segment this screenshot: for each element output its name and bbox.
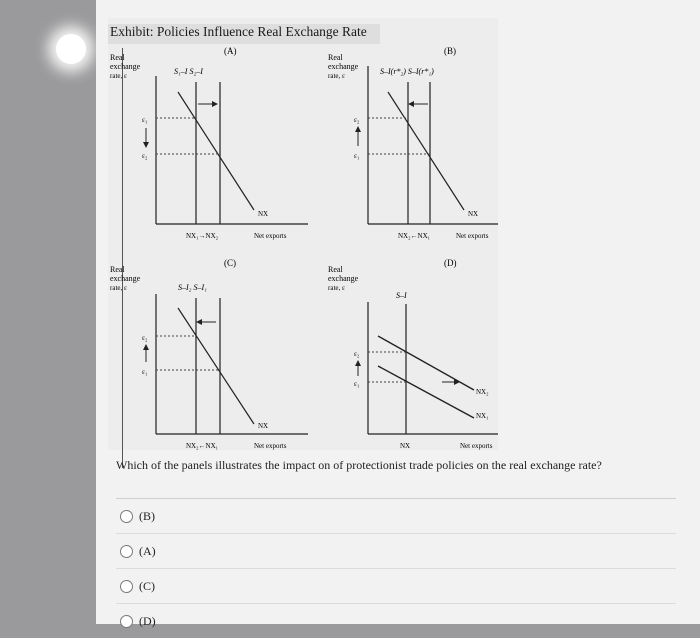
nx-curve-b [388, 92, 464, 210]
y-axis-label-b: exchange [328, 62, 359, 71]
nx-label-a: NX [258, 210, 269, 218]
shift-arrow-c [196, 319, 202, 325]
panel-b-graph [326, 46, 506, 246]
e-bottom-c: ε₁ [142, 368, 148, 376]
y-axis-label-c: rate, ε [110, 284, 127, 292]
e-top-b: ε₂ [354, 116, 360, 124]
supply-label-d: S–I [396, 291, 407, 300]
option-label: (C) [139, 578, 155, 593]
radio-button[interactable] [120, 510, 133, 523]
panel-c-label: (C) [224, 258, 236, 268]
e-top-d: ε₂ [354, 350, 360, 358]
e-bottom-d: ε₁ [354, 380, 360, 388]
x-change-a: NX₁→NX₂ [186, 232, 219, 240]
x-axis-label-a: Net exports [254, 232, 287, 240]
y-axis-label-d: exchange [328, 274, 359, 283]
panel-d-graph [326, 258, 506, 454]
option-label: (B) [139, 508, 155, 523]
radio-button[interactable] [120, 580, 133, 593]
option-label: (D) [139, 613, 156, 628]
y-axis-label-a: Real [110, 53, 125, 62]
x-nx-d: NX [400, 442, 411, 450]
exhibit-figure [108, 18, 498, 450]
question-page [96, 0, 700, 628]
panel-c [108, 258, 318, 459]
panel-d [326, 258, 506, 459]
x-change-c: NX₂←NX₁ [186, 442, 219, 450]
panel-c-graph [108, 258, 318, 454]
y-axis-label-b: rate, ε [328, 72, 345, 80]
x-change-b: NX₂←NX₁ [398, 232, 431, 240]
e-top-c: ε₂ [142, 334, 148, 342]
e-arrow-c [143, 344, 149, 350]
panel-b [326, 46, 506, 251]
question-text: Which of the panels illustrates the impact on of protectionist trade policies on the real exchange rate? [116, 458, 602, 472]
shift-arrow-a [212, 101, 218, 107]
panel-a [108, 46, 318, 251]
y-axis-label-c: exchange [110, 274, 141, 283]
supply-labels-c: S–I₂ S–I₁ [178, 283, 207, 292]
supply-labels-a: S₁–I S₂–I [174, 67, 203, 76]
exhibit-title: Exhibit: Policies Influence Real Exchange Rate [108, 24, 380, 44]
y-axis-label-a: exchange [110, 62, 141, 71]
nx-curve-bottom-label-d: NX₁ [476, 412, 489, 420]
x-axis-label-d: Net exports [460, 442, 493, 450]
e-arrow-d [355, 360, 361, 366]
answer-options [116, 498, 676, 638]
nx-label-c: NX [258, 422, 269, 430]
camera-glare [56, 34, 86, 64]
supply-labels-b: S–I(r*₂) S–I(r*₁) [380, 67, 434, 76]
panel-d-label: (D) [444, 258, 457, 268]
radio-button[interactable] [120, 545, 133, 558]
shift-arrow-b [408, 101, 414, 107]
x-axis-label-b: Net exports [456, 232, 489, 240]
option-label: (A) [139, 543, 156, 558]
e-bottom-b: ε₁ [354, 152, 360, 160]
y-axis-label-b: Real [328, 53, 343, 62]
nx-curve-1-d [378, 366, 474, 418]
y-axis-label-a: rate, ε [110, 72, 127, 80]
y-axis-label-c: Real [110, 265, 125, 274]
e-arrow-b [355, 126, 361, 132]
option-b[interactable] [116, 498, 676, 533]
panel-b-label: (B) [444, 46, 456, 56]
y-axis-label-d: Real [328, 265, 343, 274]
radio-button[interactable] [120, 615, 133, 628]
e-bottom-a: ε₂ [142, 152, 148, 160]
y-axis-label-d: rate, ε [328, 284, 345, 292]
nx-curve-c [178, 308, 254, 424]
panel-a-label: (A) [224, 46, 237, 56]
option-c[interactable] [116, 568, 676, 603]
nx-curve-top-label-d: NX₂ [476, 388, 489, 396]
e-top-a: ε₁ [142, 116, 148, 124]
panel-a-graph [108, 46, 318, 246]
nx-curve-a [178, 92, 254, 210]
x-axis-label-c: Net exports [254, 442, 287, 450]
nx-label-b: NX [468, 210, 479, 218]
option-d[interactable] [116, 603, 676, 638]
option-a[interactable] [116, 533, 676, 568]
e-arrow-a [143, 142, 149, 148]
